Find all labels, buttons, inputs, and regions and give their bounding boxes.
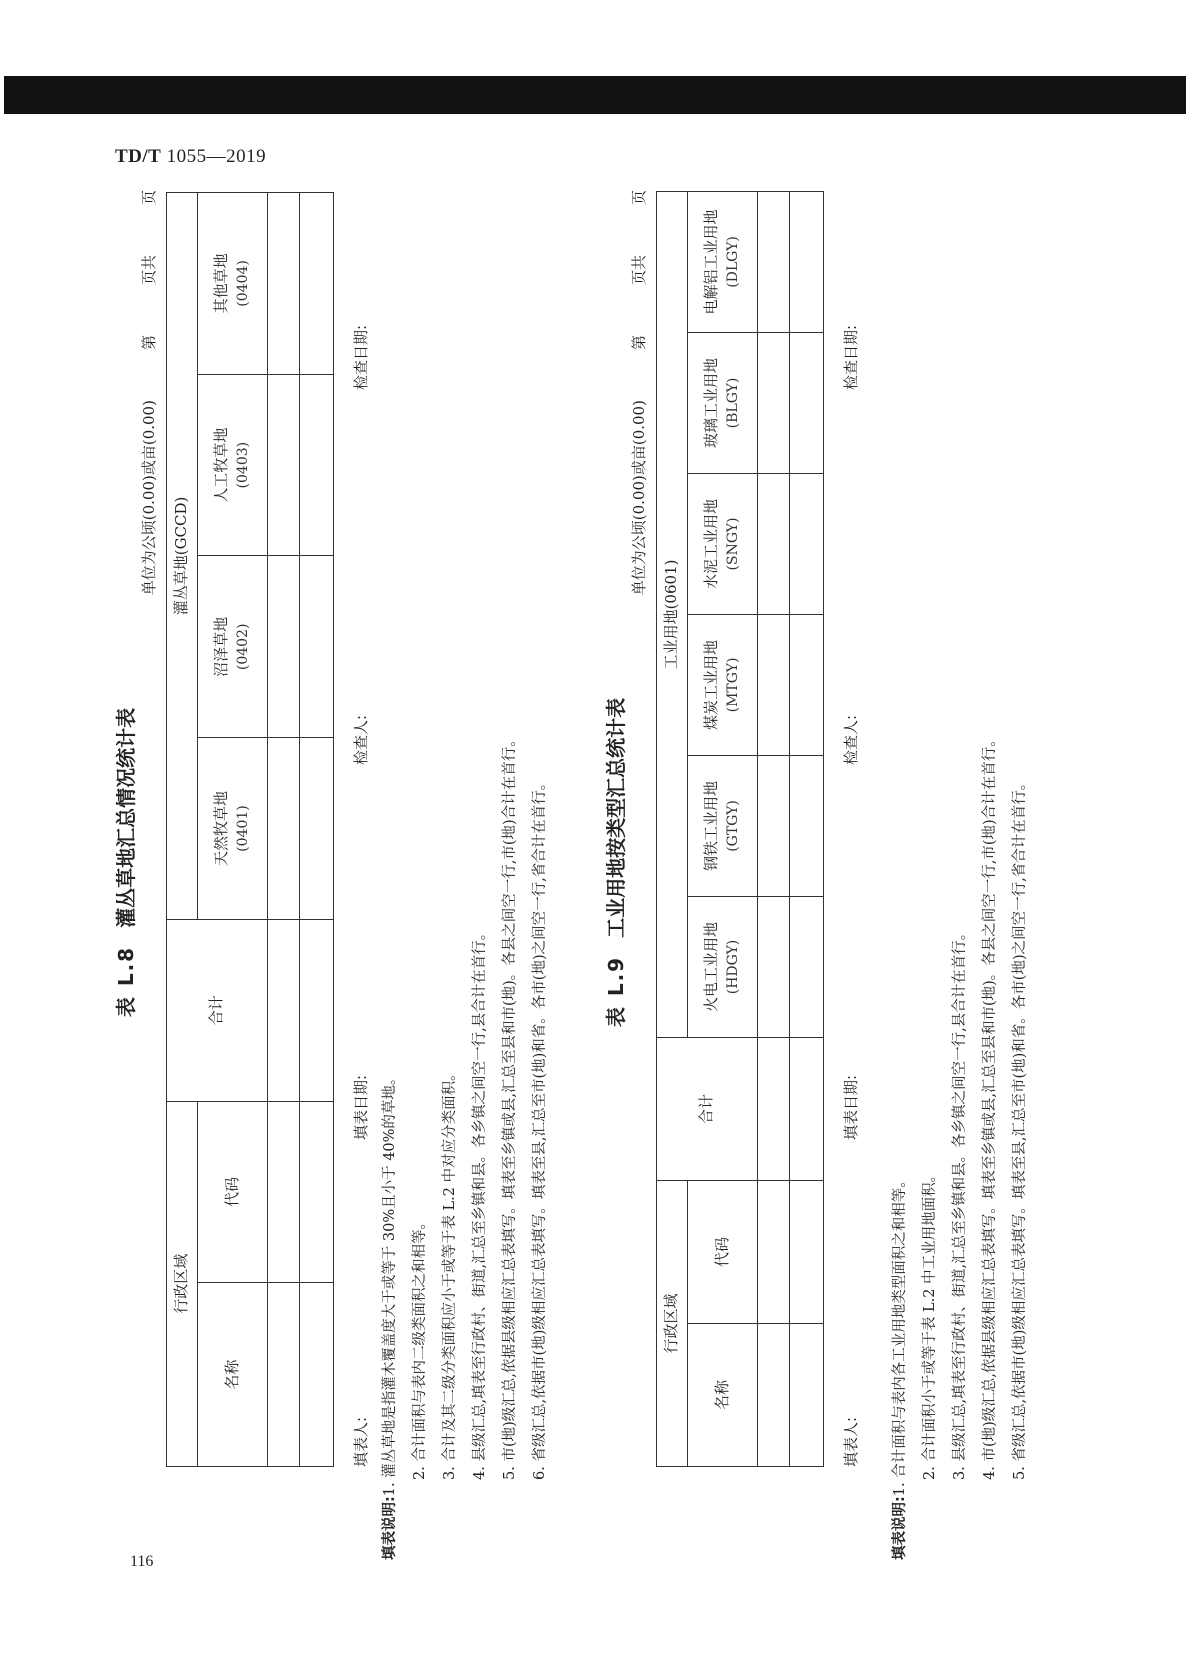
table-l9-number: 表 L.9: [604, 955, 628, 1028]
table-l9: [656, 191, 824, 1467]
header-col-dlgy: 电解铝工业用地 (DLGY): [688, 191, 758, 332]
fill-date-label: 填表日期:: [842, 1074, 860, 1140]
checker-label: 检查人:: [352, 714, 370, 765]
header-total: 合计: [167, 919, 268, 1101]
header-col-gtgy: 钢铁工业用地 (GTGY): [688, 755, 758, 896]
table-row: [790, 191, 824, 1466]
header-bar: [4, 76, 1186, 114]
note-item: 2. 合计面积小于或等于表 L.2 中工业用地面积。: [922, 1167, 938, 1480]
fill-date-label: 填表日期:: [352, 1074, 370, 1140]
table-l9-notes: [885, 220, 1055, 1560]
page-di: 第: [630, 335, 648, 351]
header-col-0401: 天然牧草地 (0401): [198, 738, 268, 920]
check-date-label: 检查日期:: [842, 324, 860, 390]
page-ye-gong: 页共: [630, 255, 648, 286]
standard-code: TD/T: [115, 146, 162, 167]
header-group-gccd: 灌丛草地(GCCD): [167, 193, 198, 920]
page-di: 第: [140, 335, 158, 351]
filler-label: 填表人:: [352, 1416, 370, 1467]
note-item: 2. 合计面积与表内二级类面积之和相等。: [412, 1215, 428, 1480]
note-item: 1. 合计面积与表内各工业用地类型面积之和相等。: [892, 1173, 908, 1497]
page-ye: 页: [140, 190, 158, 206]
filler-label: 填表人:: [842, 1416, 860, 1467]
header-name: 名称: [198, 1283, 268, 1467]
header-total: 合计: [657, 1037, 758, 1180]
header-group-0601: 工业用地(0601): [657, 191, 688, 1037]
header-col-mtgy: 煤炭工业用地 (MTGY): [688, 614, 758, 755]
header-col-0404: 其他草地 (0404): [198, 193, 268, 375]
header-name: 名称: [688, 1324, 758, 1467]
table-row: [300, 193, 334, 1467]
note-item: 6. 省级汇总,依据市(地)级相应汇总表填写。填表至县,汇总至市(地)和省。各市(地)之间空一行,省合计在首行。: [532, 775, 548, 1480]
table-l8-number: 表 L.8: [114, 945, 138, 1018]
note-item: 3. 县级汇总,填表至行政村、街道,汇总至乡镇和县。各乡镇之间空一行,县合计在首行。: [952, 925, 968, 1480]
header-admin-region: 行政区域: [657, 1180, 688, 1466]
table-l8: [166, 192, 334, 1467]
note-item: 3. 合计及其二级分类面积应小于或等于表 L.2 中对应分类面积。: [442, 1066, 458, 1480]
table-l9-unit-line: [628, 190, 649, 601]
table-l9-title: [600, 190, 629, 1535]
header-code: 代码: [198, 1101, 268, 1283]
header-col-sngy: 水泥工业用地 (SNGY): [688, 473, 758, 614]
notes-lead: 填表说明:: [382, 1496, 398, 1560]
note-item: 1. 灌丛草地是指灌木覆盖度大于或等于 30%且小于 40%的草地。: [382, 1070, 398, 1497]
table-row: [758, 191, 790, 1466]
header-col-blgy: 玻璃工业用地 (BLGY): [688, 332, 758, 473]
header-code: 代码: [688, 1180, 758, 1323]
page-number: 116: [130, 1553, 154, 1570]
table-l8-notes: [375, 220, 565, 1560]
note-item: 5. 市(地)级汇总,依据县级相应汇总表填写。填表至乡镇或县,汇总至县和市(地)。各县之间空一行,市(地)合计在首行。: [502, 732, 518, 1480]
table-l8-title: [110, 190, 139, 1535]
note-item: 5. 省级汇总,依据市(地)级相应汇总表填写。填表至县,汇总至市(地)和省。各市(地)之间空一行,省合计在首行。: [1012, 775, 1028, 1480]
unit-text: 单位为公顷(0.00)或亩(0.00): [630, 400, 648, 596]
page-ye: 页: [630, 190, 648, 206]
header-col-0403: 人工牧草地 (0403): [198, 374, 268, 556]
check-date-label: 检查日期:: [352, 324, 370, 390]
header-col-0402: 沼泽草地 (0402): [198, 556, 268, 738]
note-item: 4. 市(地)级汇总,依据县级相应汇总表填写。填表至乡镇或县,汇总至县和市(地)。各县之间空一行,市(地)合计在首行。: [982, 732, 998, 1480]
table-l8-unit-line: [138, 190, 159, 601]
unit-text: 单位为公顷(0.00)或亩(0.00): [140, 400, 158, 596]
standard-id: [115, 146, 266, 168]
notes-lead: 填表说明:: [892, 1496, 908, 1560]
table-l8-title-text: 灌丛草地汇总情况统计表: [114, 707, 138, 928]
table-l9-title-text: 工业用地按类型汇总统计表: [604, 697, 628, 938]
table-row: [268, 193, 300, 1467]
note-item: 4. 县级汇总,填表至行政村、街道,汇总至乡镇和县。各乡镇之间空一行,县合计在首行。: [472, 925, 488, 1480]
checker-label: 检查人:: [842, 714, 860, 765]
standard-number: 1055—2019: [166, 146, 267, 167]
header-admin-region: 行政区域: [167, 1101, 198, 1466]
page-ye-gong: 页共: [140, 255, 158, 286]
header-col-hdgy: 火电工业用地 (HDGY): [688, 896, 758, 1037]
